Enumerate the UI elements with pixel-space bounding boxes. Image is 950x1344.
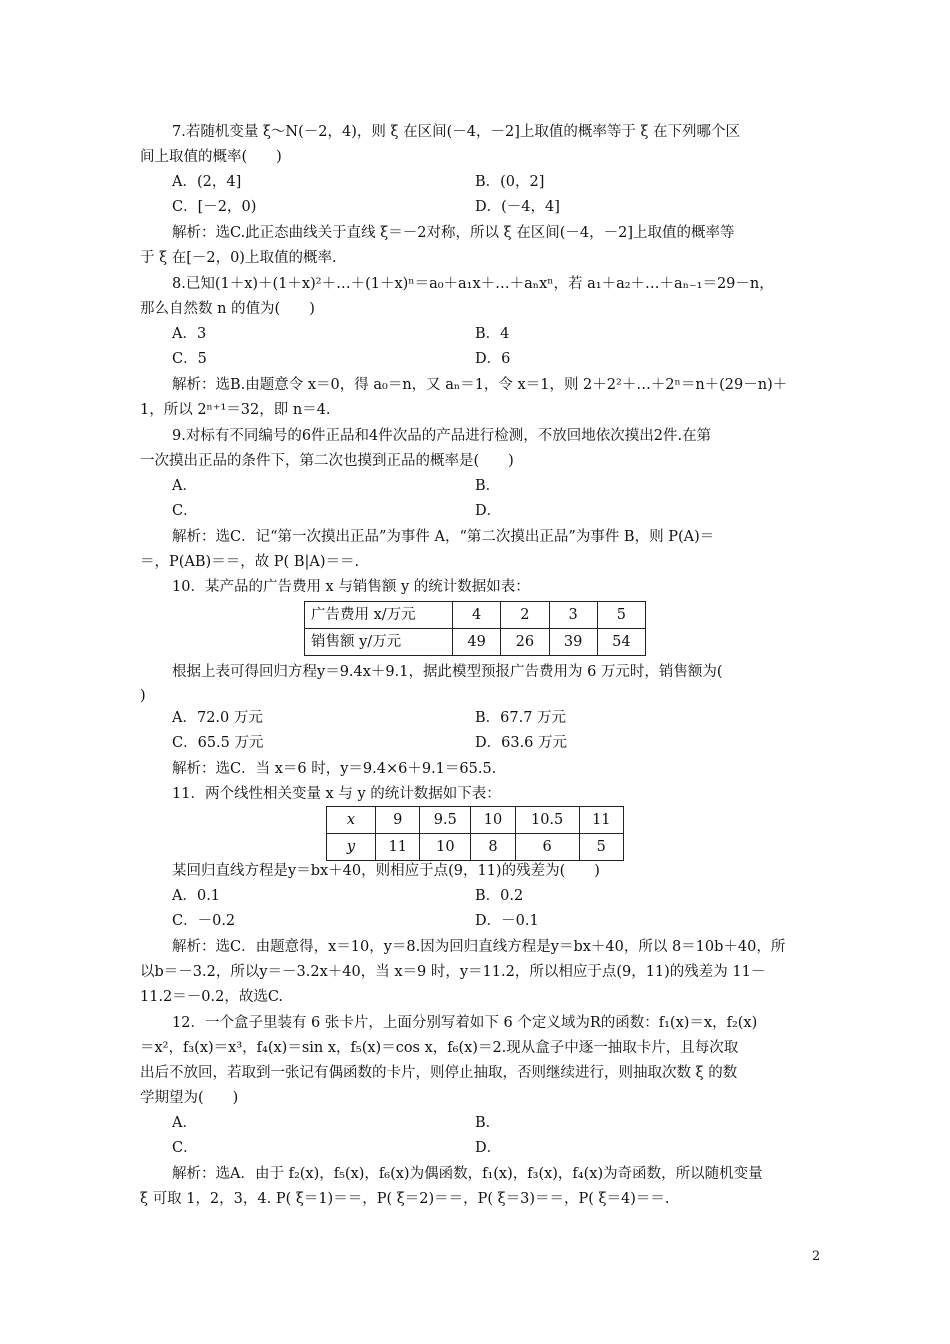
q7-answer-line-2: 于 ξ 在[－2，0)上取值的概率.	[140, 250, 337, 266]
q7-option-c: C．[－2，0)	[172, 199, 257, 215]
q9-answer-line-1: 解析：选C．记“第一次摸出正品”为事件 A，“第二次摸出正品”为事件 B，则 P(A)＝	[172, 529, 715, 545]
table-cell: x	[327, 807, 376, 834]
q10-answer-line: 解析：选C．当 x＝6 时，y＝9.4×6＋9.1＝65.5.	[172, 761, 497, 777]
q10-option-b: B．67.7 万元	[475, 710, 567, 726]
q12-answer-line-2: ξ 可取 1，2，3，4. P( ξ＝1)＝＝，P( ξ＝2)＝＝，P( ξ＝3)＝＝，P( ξ＝4)＝＝.	[140, 1191, 670, 1207]
table-cell: 11	[579, 807, 623, 834]
table-row	[305, 629, 646, 656]
q7-answer-line-1: 解析：选C.此正态曲线关于直线 ξ＝－2对称，所以 ξ 在区间(－4，－2]上取值的概率等	[172, 225, 735, 241]
q9-stem-line-1: 9.对标有不同编号的6件正品和4件次品的产品进行检测，不放回地依次摸出2件.在第	[172, 428, 712, 444]
table-cell: 3	[549, 602, 597, 629]
q9-option-b: B．	[475, 478, 501, 494]
q9-stem-line-2: 一次摸出正品的条件下，第二次也摸到正品的概率是( )	[140, 453, 514, 469]
q7-stem-line-2: 间上取值的概率( )	[140, 149, 282, 165]
table-cell: 11	[376, 834, 420, 861]
table-cell: 39	[549, 629, 597, 656]
q11-option-a: A．0.1	[172, 888, 221, 904]
q7-option-d: D．(－4，4]	[475, 199, 560, 215]
table-cell: 26	[501, 629, 549, 656]
q9-option-a: A．	[172, 478, 197, 494]
table-cell: 销售额 y/万元	[305, 629, 453, 656]
table-cell: 10.5	[515, 807, 579, 834]
table-cell: 5	[597, 602, 645, 629]
table-cell: 8	[471, 834, 515, 861]
q9-option-d: D．	[475, 503, 502, 519]
table-cell: y	[327, 834, 376, 861]
q8-answer-line-1: 解析：选B.由题意令 x＝0，得 a₀＝n，又 aₙ＝1，令 x＝1，则 2＋2²＋…＋2ⁿ＝n＋(29－n)＋	[172, 377, 788, 393]
q8-option-d: D．6	[475, 351, 511, 367]
table-row	[327, 807, 624, 834]
table-cell: 6	[515, 834, 579, 861]
q10-option-a: A．72.0 万元	[172, 710, 263, 726]
q10-after-line-2: )	[140, 688, 146, 704]
table-cell: 4	[453, 602, 501, 629]
table-row	[305, 602, 646, 629]
table-cell: 9.5	[420, 807, 471, 834]
q7-option-b: B．(0，2]	[475, 174, 545, 190]
q8-option-b: B．4	[475, 326, 510, 342]
q11-stem-line: 11．两个线性相关变量 x 与 y 的统计数据如下表：	[172, 786, 501, 802]
table-row	[327, 834, 624, 861]
q9-answer-line-2: ＝，P(AB)＝＝，故 P( B|A)＝＝.	[140, 554, 360, 570]
q12-option-a: A．	[172, 1115, 197, 1131]
q11-data-table	[326, 806, 624, 861]
q10-data-table	[304, 601, 646, 656]
q11-answer-line-1: 解析：选C．由题意得，x＝10，y＝8.因为回归直线方程是y＝bx＋40，所以 8＝10b＋40，所	[172, 939, 786, 955]
q12-stem-line-1: 12．一个盒子里装有 6 张卡片，上面分别写着如下 6 个定义域为R的函数：f₁(x)＝x，f₂(x)	[172, 1015, 758, 1031]
q10-option-d: D．63.6 万元	[475, 735, 568, 751]
q12-stem-line-2: ＝x²，f₃(x)＝x³，f₄(x)＝sin x，f₅(x)＝cos x，f₆(x)＝2.现从盒子中逐一抽取卡片，且每次取	[140, 1040, 739, 1056]
q12-answer-line-1: 解析：选A．由于 f₂(x)，f₅(x)，f₆(x)为偶函数，f₁(x)，f₃(x)，f₄(x)为奇函数，所以随机变量	[172, 1166, 763, 1182]
q10-after-line-1: 根据上表可得回归方程y＝9.4x＋9.1，据此模型预报广告费用为 6 万元时，销售额为(	[172, 664, 723, 680]
table-cell: 10	[471, 807, 515, 834]
q12-stem-line-4: 学期望为( )	[140, 1090, 239, 1106]
table-cell: 9	[376, 807, 420, 834]
q11-after-line: 某回归直线方程是y＝bx＋40，则相应于点(9，11)的残差为( )	[172, 863, 600, 879]
q8-option-a: A．3	[172, 326, 207, 342]
q10-stem-line: 10．某产品的广告费用 x 与销售额 y 的统计数据如表：	[172, 579, 530, 595]
table-cell: 49	[453, 629, 501, 656]
table-cell: 5	[579, 834, 623, 861]
q10-option-c: C．65.5 万元	[172, 735, 264, 751]
q12-option-c: C．	[172, 1140, 198, 1156]
table-cell: 54	[597, 629, 645, 656]
q7-stem-line-1: 7.若随机变量 ξ～N(－2，4)，则 ξ 在区间(－4，－2]上取值的概率等于 ξ 在下列哪个区	[172, 124, 741, 140]
q11-option-c: C．－0.2	[172, 913, 236, 929]
q8-answer-line-2: 1，所以 2ⁿ⁺¹＝32，即 n＝4.	[140, 402, 331, 418]
table-cell: 2	[501, 602, 549, 629]
q8-option-c: C．5	[172, 351, 207, 367]
q8-stem-line-2: 那么自然数 n 的值为( )	[140, 301, 315, 317]
q11-answer-line-2: 以b＝－3.2，所以y＝－3.2x＋40，当 x＝9 时，y＝11.2，所以相应于点(9，11)的残差为 11－	[140, 964, 766, 980]
q12-option-d: D．	[475, 1140, 502, 1156]
q11-option-d: D．－0.1	[475, 913, 539, 929]
q9-option-c: C．	[172, 503, 198, 519]
q11-answer-line-3: 11.2＝－0.2，故选C.	[140, 989, 284, 1005]
q12-stem-line-3: 出后不放回，若取到一张记有偶函数的卡片，则停止抽取，否则继续进行，则抽取次数 ξ 的数	[140, 1065, 738, 1081]
q12-option-b: B．	[475, 1115, 501, 1131]
page-number: 2	[812, 1249, 821, 1264]
q11-option-b: B．0.2	[475, 888, 524, 904]
table-cell: 10	[420, 834, 471, 861]
table-cell: 广告费用 x/万元	[305, 602, 453, 629]
q8-stem-line-1: 8.已知(1＋x)＋(1＋x)²＋…＋(1＋x)ⁿ＝a₀＋a₁x＋…＋aₙxⁿ，若 a₁＋a₂＋…＋aₙ₋₁＝29－n，	[172, 276, 774, 292]
q7-option-a: A．(2，4]	[172, 174, 242, 190]
